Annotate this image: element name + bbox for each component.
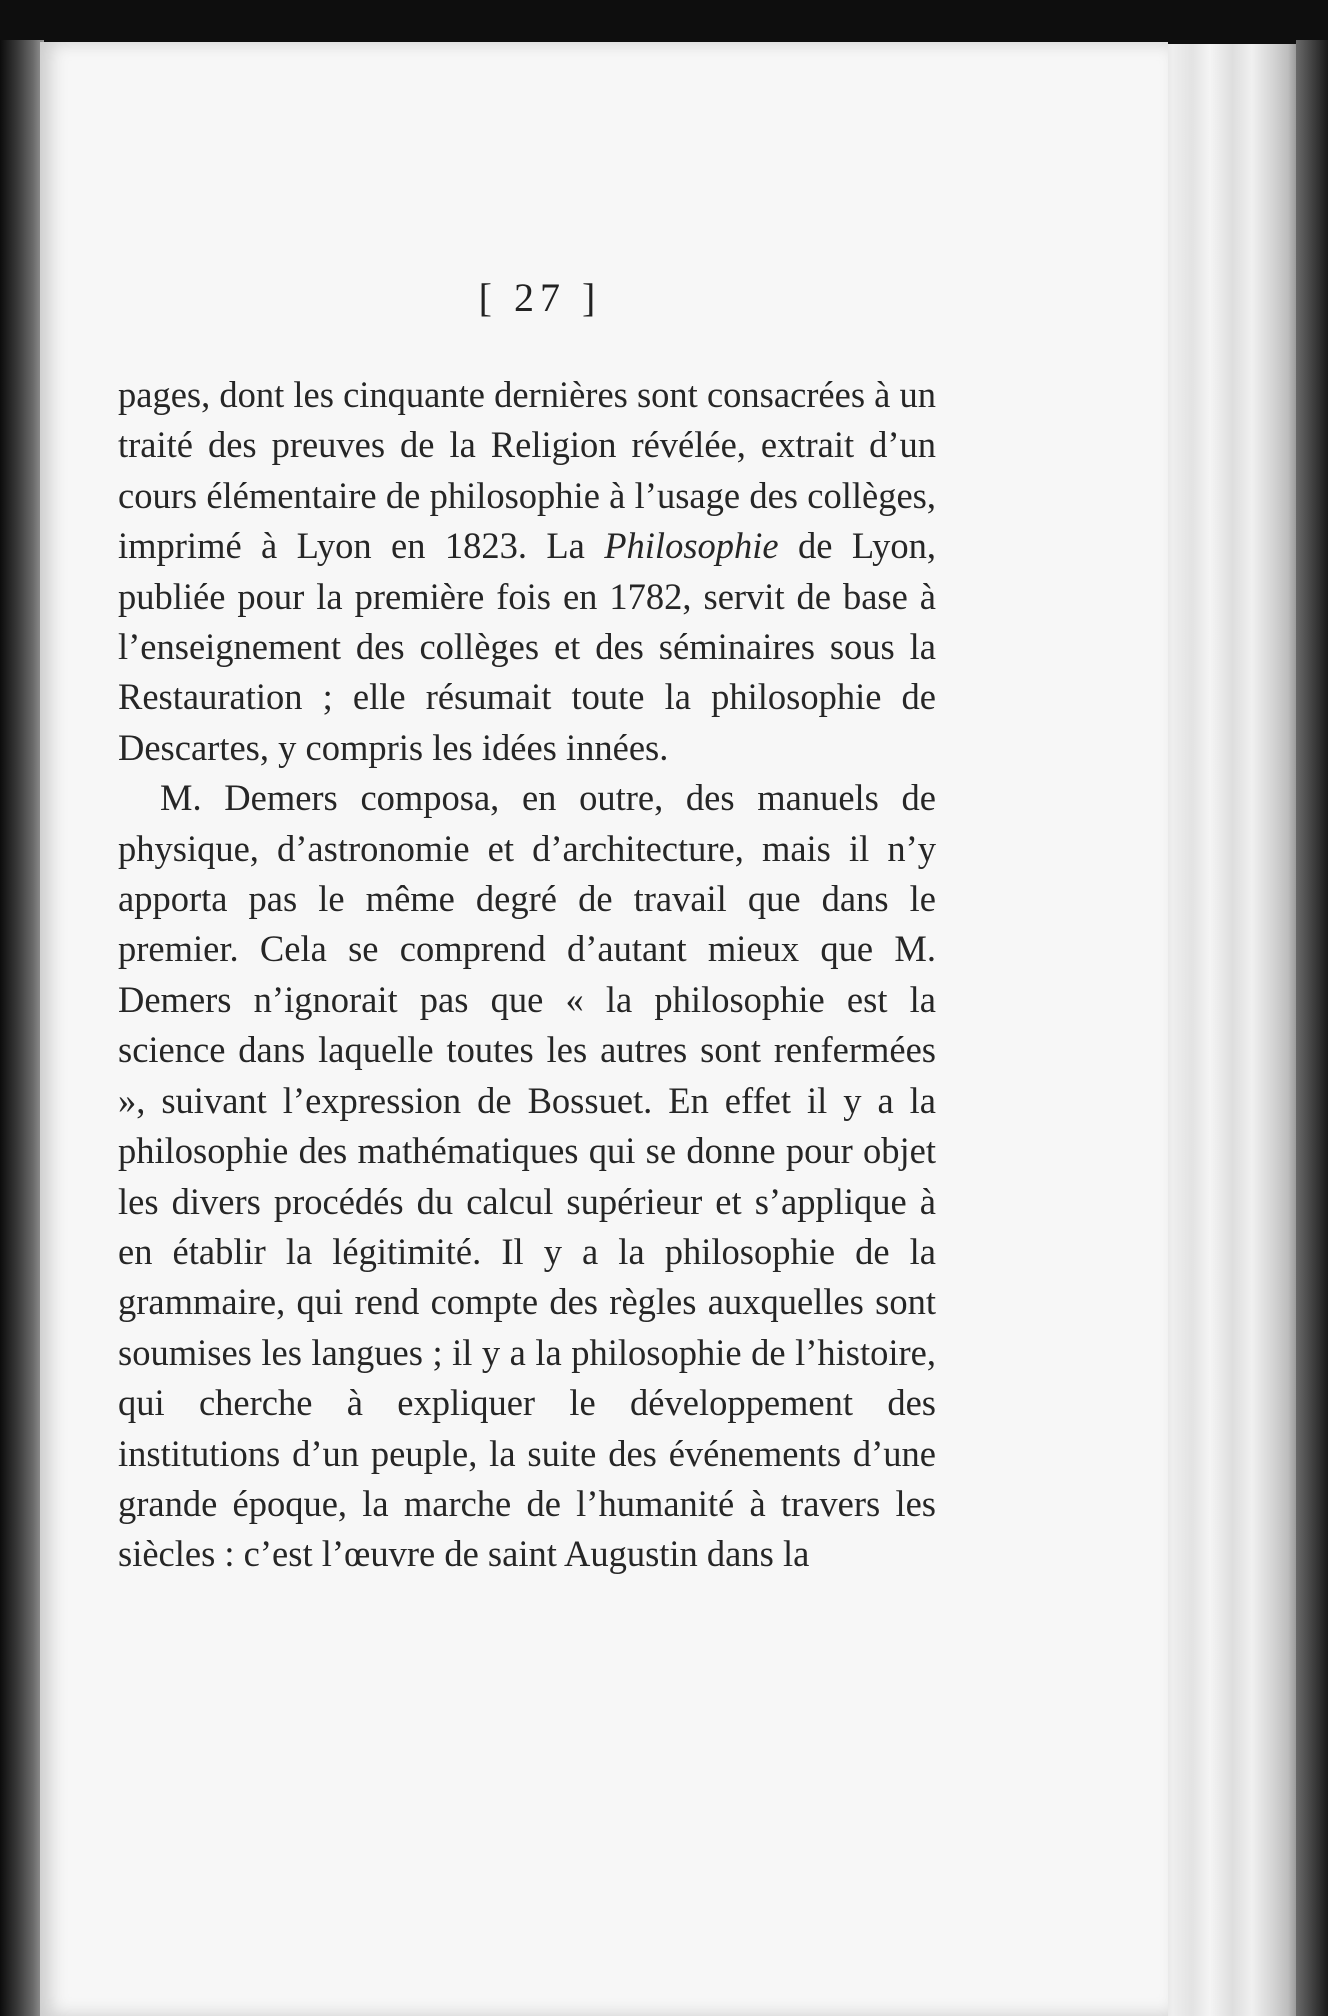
paragraph-1-part-1: pages, dont les cinquante dernières sont consacrées à un traité des preuves de la Religion révélée, extrait d’un cours élémentaire de philosophie à l’usage des collèges, imprimé à Lyon en 1823. La bbox=[118, 374, 936, 567]
paragraph-2: M. Demers composa, en outre, des manuels de physique, d’astronomie et d’architecture, mais il n’y apporta pas le même degré de travail que dans le premier. Cela se comprend d’autant mieux que M. Demers n’ignorait pas que « la philosophie est la science dans laquelle toutes les autres sont renfermées », suivant l’expression de Bossuet. En effet il y a la philosophie des mathématiques qui se donne pour objet les divers procédés du calcul supérieur et s’applique à en établir la légitimité. Il y a la philosophie de la grammaire, qui rend compte des règles auxquelles sont soumises les langues ; il y a la philosophie de l’histoire, qui cherche à expliquer le développement des institutions d’un peuple, la suite des événements d’une grande époque, la marche de l’humanité à travers les siècles : c’est l’œuvre de saint Augustin dans la bbox=[118, 777, 936, 1575]
book-right-shadow bbox=[1296, 40, 1328, 2016]
page-stack-edges bbox=[1150, 44, 1300, 2016]
paragraph-1 bbox=[118, 370, 936, 773]
italic-title: Philosophie bbox=[604, 525, 779, 567]
paragraph-1-part-2: de Lyon, publiée pour la première fois en 1782, servit de base à l’enseignement des collèges et des séminaires sous la Restauration ; elle résumait toute la philosophie de Descartes, y compris les idées innées. bbox=[118, 525, 936, 768]
body-text bbox=[118, 370, 936, 1580]
book-binding-edge bbox=[0, 40, 44, 2016]
page bbox=[40, 42, 1168, 2016]
page-number: [ 27 ] bbox=[478, 275, 602, 320]
